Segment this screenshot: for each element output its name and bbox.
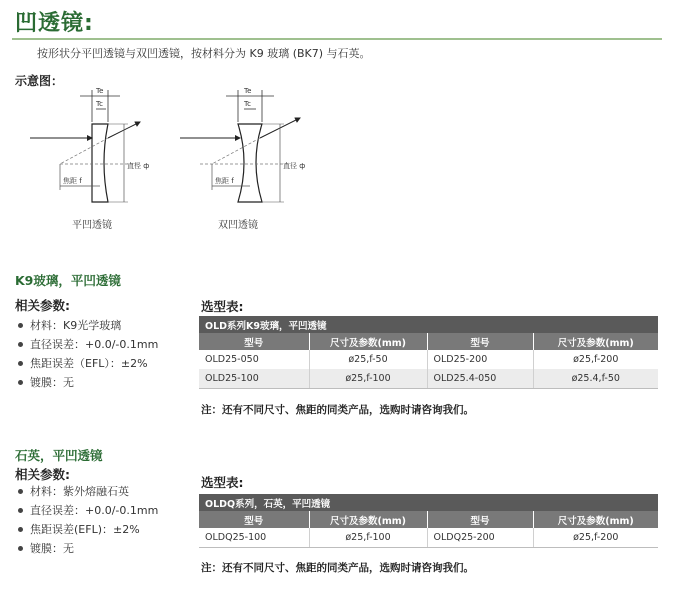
plano-concave-lens-shape xyxy=(92,124,108,202)
biconcave-diameter-label: 直径 ф xyxy=(283,162,306,170)
bullet-icon xyxy=(18,546,23,551)
column-header: 尺寸及参数(mm) xyxy=(533,333,658,350)
intro-text: 按形状分平凹透镜与双凹透镜，按材料分为 K9 玻璃 (BK7) 与石英。 xyxy=(37,47,371,60)
table-cell: ø25,f-200 xyxy=(533,350,658,369)
table-cell: ø25,f-200 xyxy=(533,528,658,547)
column-header: 型号 xyxy=(427,333,533,350)
plano-tc-label: Tc xyxy=(96,100,103,108)
quartz-note: 注：还有不同尺寸、焦距的同类产品，选购时请咨询我们。 xyxy=(201,562,474,574)
column-header: 尺寸及参数(mm) xyxy=(533,511,658,528)
column-header: 尺寸及参数(mm) xyxy=(309,333,427,350)
k9-selection-title: 选型表: xyxy=(201,299,244,314)
list-item: 镀膜：无 xyxy=(18,539,158,558)
list-item: 焦距误差(EFL)：±2% xyxy=(18,520,158,539)
bullet-icon xyxy=(18,323,23,328)
quartz-selection-table xyxy=(199,494,658,548)
plano-diameter-label: 直径 ф xyxy=(127,162,150,170)
biconcave-focal-label: 焦距 f xyxy=(215,177,234,185)
quartz-params-title: 相关参数: xyxy=(15,467,70,482)
column-header: 尺寸及参数(mm) xyxy=(309,511,427,528)
k9-params-list xyxy=(18,316,158,392)
biconcave-diagram xyxy=(180,87,305,231)
table-cell: ø25,f-100 xyxy=(309,528,427,547)
column-header: 型号 xyxy=(199,511,309,528)
list-item: 镀膜：无 xyxy=(18,373,158,392)
quartz-params-list xyxy=(18,482,158,558)
list-item: 直径误差：+0.0/-0.1mm xyxy=(18,501,158,520)
column-header: 型号 xyxy=(199,333,309,350)
quartz-selection-title: 选型表: xyxy=(201,475,244,490)
bullet-icon xyxy=(18,342,23,347)
bullet-icon xyxy=(18,489,23,494)
bullet-icon xyxy=(18,380,23,385)
biconcave-lens-shape xyxy=(238,124,262,202)
biconcave-te-label: Te xyxy=(244,87,252,95)
list-item: 直径误差：+0.0/-0.1mm xyxy=(18,335,158,354)
table-cell: ø25.4,f-50 xyxy=(533,369,658,388)
table-row xyxy=(199,528,658,547)
table-caption: OLDQ系列，石英，平凹透镜 xyxy=(199,494,658,511)
bullet-icon xyxy=(18,361,23,366)
table-row xyxy=(199,369,658,388)
plano-te-label: Te xyxy=(96,87,104,95)
bullet-icon xyxy=(18,527,23,532)
table-cell: OLDQ25-200 xyxy=(427,528,533,547)
title-divider xyxy=(12,38,662,40)
k9-params-title: 相关参数: xyxy=(15,298,70,313)
k9-section-title: K9玻璃，平凹透镜 xyxy=(15,273,121,288)
list-item: 焦距误差（EFL）：±2% xyxy=(18,354,158,373)
table-cell: ø25,f-100 xyxy=(309,369,427,388)
column-header: 型号 xyxy=(427,511,533,528)
list-item: 材料：K9光学玻璃 xyxy=(18,316,158,335)
table-cell: OLD25-100 xyxy=(199,369,309,388)
diagram-label: 示意图： xyxy=(15,74,64,88)
table-cell: OLD25-200 xyxy=(427,350,533,369)
page-title: 凹透镜: xyxy=(15,11,94,36)
list-item: 材料：紫外熔融石英 xyxy=(18,482,158,501)
plano-focal-label: 焦距 f xyxy=(63,177,82,185)
table-cell: OLDQ25-100 xyxy=(199,528,309,547)
plano-concave-diagram xyxy=(30,87,149,231)
k9-selection-table xyxy=(199,316,658,389)
quartz-section-title: 石英，平凹透镜 xyxy=(15,448,103,463)
biconcave-caption: 双凹透镜 xyxy=(218,220,258,231)
lens-diagrams xyxy=(0,82,340,242)
table-cell: OLD25-050 xyxy=(199,350,309,369)
plano-caption: 平凹透镜 xyxy=(72,220,112,231)
k9-note: 注：还有不同尺寸、焦距的同类产品，选购时请咨询我们。 xyxy=(201,404,474,416)
bullet-icon xyxy=(18,508,23,513)
table-caption: OLD系列K9玻璃，平凹透镜 xyxy=(199,316,658,333)
table-cell: ø25,f-50 xyxy=(309,350,427,369)
biconcave-tc-label: Tc xyxy=(244,100,251,108)
table-row xyxy=(199,350,658,369)
table-cell: OLD25.4-050 xyxy=(427,369,533,388)
